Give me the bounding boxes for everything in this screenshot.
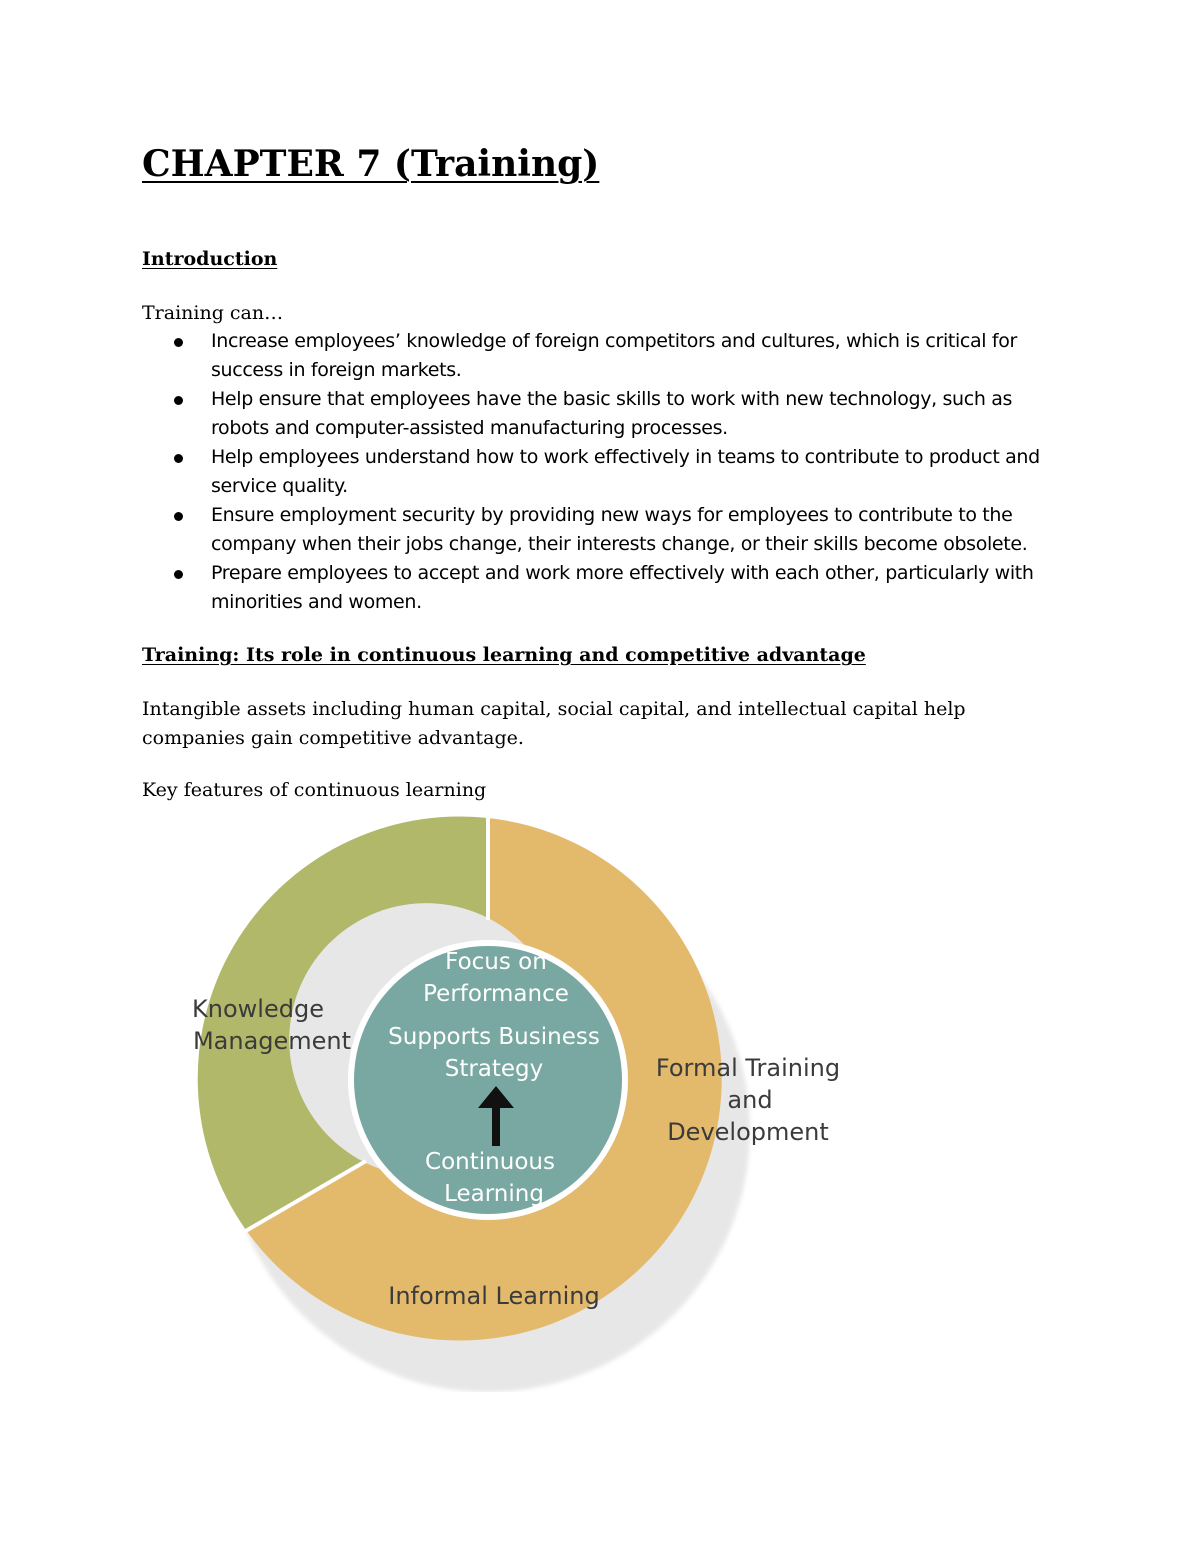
bullet-icon: [174, 454, 183, 463]
label-formal-line1: Formal Training: [655, 1054, 841, 1082]
diagram-svg: [180, 812, 860, 1392]
bullet-icon: [174, 396, 183, 405]
section-heading-continuous-learning: Training: Its role in continuous learning and competitive advantage: [142, 644, 866, 666]
bullet-icon: [174, 338, 183, 347]
bullet-icon: [174, 512, 183, 521]
chapter-title: CHAPTER 7 (Training): [142, 143, 600, 185]
center-supports-line2: Strategy: [444, 1056, 544, 1082]
center-supports-line1: Supports Business: [388, 1024, 600, 1050]
list-item-text: Help ensure that employees have the basic skills to work with new technology, such as robots and computer-assisted manufacturing processes.: [211, 388, 1013, 439]
list-item-text: Increase employees’ knowledge of foreign competitors and cultures, which is critical for success in foreign markets.: [211, 330, 1017, 381]
center-focus-line2: Performance: [423, 981, 569, 1007]
center-focus-line1: Focus on: [445, 949, 547, 975]
key-features-lead: Key features of continuous learning: [142, 779, 487, 801]
training-benefits-list: [142, 327, 1072, 617]
list-item-text: Help employees understand how to work effectively in teams to contribute to product and service quality.: [211, 446, 1040, 497]
center-continuous-line1: Continuous: [425, 1149, 555, 1175]
label-knowledge-line2: Management: [192, 1027, 352, 1055]
continuous-learning-diagram: [180, 812, 860, 1392]
introduction-heading: Introduction: [142, 248, 278, 270]
center-continuous-line2: Learning: [444, 1181, 544, 1207]
list-item-text: Prepare employees to accept and work more effectively with each other, particularly with minorities and women.: [211, 562, 1034, 613]
label-knowledge-line1: Knowledge: [192, 995, 324, 1023]
label-informal-learning: Informal Learning: [388, 1282, 600, 1310]
bullet-icon: [174, 570, 183, 579]
list-item: [142, 501, 1072, 559]
label-formal-line2: and: [727, 1086, 773, 1114]
label-formal-line3: Development: [667, 1118, 829, 1146]
list-item: [142, 385, 1072, 443]
list-item: [142, 443, 1072, 501]
intro-lead-text: Training can…: [142, 302, 284, 324]
intangible-assets-paragraph: Intangible assets including human capital, social capital, and intellectual capital help companies gain competitive advantage.: [142, 698, 966, 749]
list-item: [142, 327, 1072, 385]
list-item: [142, 559, 1072, 617]
list-item-text: Ensure employment security by providing new ways for employees to contribute to the company when their jobs change, their interests change, or their skills become obsolete.: [211, 504, 1028, 555]
